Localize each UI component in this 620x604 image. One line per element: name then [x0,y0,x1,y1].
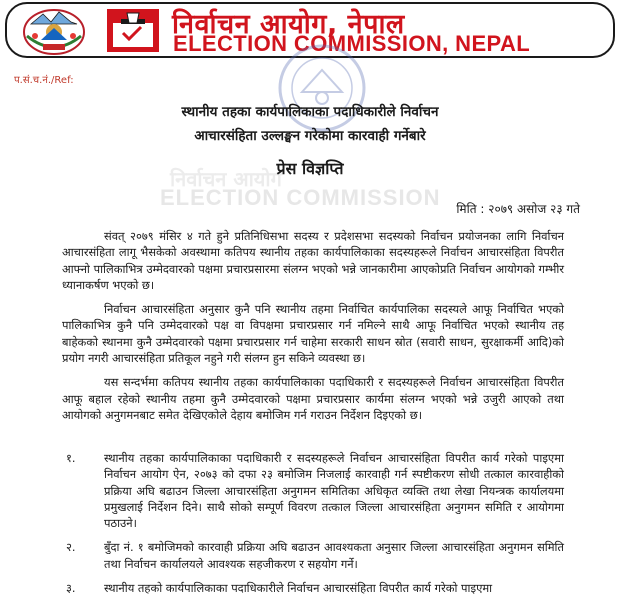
org-name-english: ELECTION COMMISSION, NEPAL [173,31,531,56]
watermark-text-nepali: निर्वाचन आयोग [170,167,282,191]
subject-line-2: आचारसंहिता उल्लङ्घन गरेकोमा कारवाही गर्नेबारे [194,128,426,144]
subject-line-1: स्थानीय तहका कार्यपालिकाका पदाधिकारीले निर्वाचन [181,104,439,120]
date-line: मिति : २०७९ असोज २३ गते [456,202,580,216]
subject-heading [0,100,620,148]
paragraph: यस सन्दर्भमा कतिपय स्थानीय तहका कार्यपालिकाका पदाधिकारी र सदस्यहरूले निर्वाचन आचारसंहिता विपरीत आफू बहाल रहेको स्थानीय तहमा कुनै उम्मेदवारको पक्षमा प्रचारप्रसार कार्यमा संलग्न भएको भन्ने उजुरी आएको तथा आयोगको अनुगमनबाट समेत देखिएकोले देहाय बमोजिम गर्न गराउन निर्देशन दिइएको छ। [62,375,564,422]
list-item [62,450,564,531]
list-item-number: १. [66,451,76,465]
list-item-number: ३. [66,581,76,596]
body-paragraphs [62,228,564,431]
press-release-title: प्रेस विज्ञप्ति [276,159,344,178]
watermark-text-english: ELECTION COMMISSION [160,185,441,210]
paragraph: संवत् २०७९ मंसिर ४ गते हुने प्रतिनिधिसभा सदस्य र प्रदेशसभा सदस्यको निर्वाचन प्रयोजनका लागि निर्वाचन आचारसंहिता लागू भैसकेको अवस्थामा कतिपय स्थानीय तहका कार्यपालिकाका सदस्यहरूले निर्वाचन आचारसंहिता विपरीत आफ्नो पालिकाभित्र उम्मेदवारको पक्षमा प्रचारप्रसारमा संलग्न भएको भन्ने जानकारीमा आएकोप्रति निर्वाचन आयोगको गम्भीर ध्यानाकर्षण भएको छ। [62,229,564,292]
list-item [62,539,564,572]
list-item-number: २. [66,540,76,555]
nepal-emblem-icon [21,6,87,56]
paragraph: निर्वाचन आचारसंहिता अनुसार कुनै पनि स्थानीय तहमा निर्वाचित कार्यपालिका सदस्यले आफू निर्वाचित भएको पालिकाभित्र कुनै पनि उम्मेदवारको पक्ष वा विपक्षमा प्रचारप्रसार गर्न नमिल्ने साथै आफू निर्वाचित भएको स्थानीय तह बाहेकको स्थानमा कुनै उम्मेदवारको पक्षमा प्रचारप्रसार गर्न चाहेमा सरकारी साधन स्रोत (सवारी साधन, सुरक्षाकर्मी आदि)को प्रयोग नगरी आचारसंहिता प्रतिकूल नहुने गरी संलग्न हुन सकिने व्यवस्था छ। [62,302,564,366]
directive-list [62,450,564,604]
list-item-text: बुँदा नं. १ बमोजिमको कारवाही प्रक्रिया अघि बढाउन आवश्यकता अनुसार जिल्ला आचारसंहिता अनुगमन समिति तथा निर्वाचन कार्यालयले आवश्यक सहजीकरण र सहयोग गर्ने। [104,540,564,571]
list-item-text: स्थानीय तहका कार्यपालिकाका पदाधिकारी र सदस्यहरूले निर्वाचन आचारसंहिता विपरीत कार्य गरेको पाइएमा निर्वाचन आयोग ऐन, २०७३ को दफा २३ बमोजिम निजलाई कारवाही गर्न स्पष्टीकरण सोधी तत्काल कारवाहीको प्रक्रिया अघि बढाउन जिल्ला आचारसंहिता अनुगमन समितिका अधिकृत व्यक्ति तथा लेखा नियन्त्रक कार्यालयमा प्रमुखलाई निर्देशन दिने। साथै सोको सम्पूर्ण विवरण तत्काल जिल्ला आचारसंहिता अनुगमन समिति र आयोगमा पठाउने। [104,451,564,531]
list-item-text: स्थानीय तहको कार्यपालिकाका पदाधिकारीले निर्वाचन आचारसंहिता विपरीत कार्य गरेको पाइएमा [104,581,493,596]
ballot-box-icon [107,9,159,52]
list-item [62,580,564,596]
org-name-nepali: निर्वाचन आयोग, नेपाल [172,9,405,40]
reference-number-label: प.सं.च.नं./Ref: [14,75,74,86]
